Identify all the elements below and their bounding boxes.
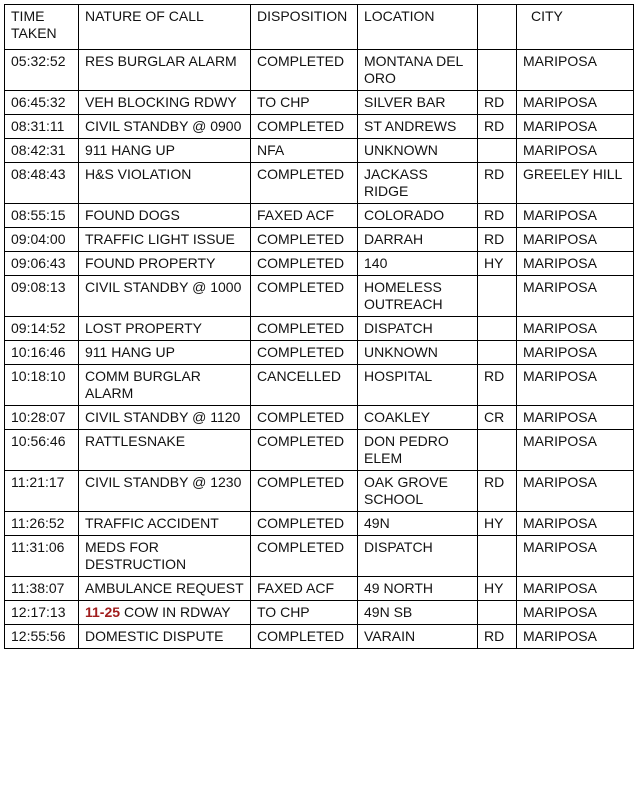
table-body [5,50,634,649]
header-street-suffix [478,5,517,50]
cell-disposition: TO CHP [251,601,358,625]
cell-time-taken: 05:32:52 [5,50,79,91]
cell-city: MARIPOSA [517,365,634,406]
cell-nature-of-call: TRAFFIC ACCIDENT [79,512,251,536]
cell-nature-of-call: MEDS FOR DESTRUCTION [79,536,251,577]
cell-time-taken: 09:06:43 [5,252,79,276]
cell-time-taken: 10:18:10 [5,365,79,406]
cell-time-taken: 12:55:56 [5,625,79,649]
table-row [5,512,634,536]
cell-location: OAK GROVE SCHOOL [358,471,478,512]
cell-city: MARIPOSA [517,50,634,91]
cell-disposition: COMPLETED [251,406,358,430]
cell-city: GREELEY HILL [517,163,634,204]
header-location: LOCATION [358,5,478,50]
cell-disposition: COMPLETED [251,430,358,471]
cell-location: COLORADO [358,204,478,228]
table-row [5,601,634,625]
cell-nature-of-call: AMBULANCE REQUEST [79,577,251,601]
cell-street-suffix: HY [478,512,517,536]
call-code-label: 11-25 [85,604,121,620]
cell-disposition: FAXED ACF [251,577,358,601]
cell-time-taken: 09:08:13 [5,276,79,317]
cell-street-suffix [478,430,517,471]
header-time-taken: TIME TAKEN [5,5,79,50]
cell-location: SILVER BAR [358,91,478,115]
table-row [5,50,634,91]
cell-nature-of-call: COMM BURGLAR ALARM [79,365,251,406]
cell-nature-of-call: CIVIL STANDBY @ 1230 [79,471,251,512]
table-row [5,536,634,577]
cell-nature-of-call: 911 HANG UP [79,139,251,163]
cell-nature-of-call: RATTLESNAKE [79,430,251,471]
header-disposition: DISPOSITION [251,5,358,50]
cell-location: HOSPITAL [358,365,478,406]
cell-disposition: COMPLETED [251,115,358,139]
cell-disposition: NFA [251,139,358,163]
table-row [5,341,634,365]
cell-time-taken: 11:26:52 [5,512,79,536]
table-row [5,252,634,276]
table-row [5,228,634,252]
cell-city: MARIPOSA [517,625,634,649]
header-row [5,5,634,50]
cell-disposition: COMPLETED [251,163,358,204]
cell-city: MARIPOSA [517,91,634,115]
cell-city: MARIPOSA [517,139,634,163]
cell-time-taken: 10:56:46 [5,430,79,471]
cell-city: MARIPOSA [517,601,634,625]
cell-street-suffix: RD [478,228,517,252]
cell-disposition: COMPLETED [251,341,358,365]
cell-nature-of-call: TRAFFIC LIGHT ISSUE [79,228,251,252]
table-row [5,163,634,204]
cell-disposition: COMPLETED [251,228,358,252]
cell-nature-of-call: H&S VIOLATION [79,163,251,204]
header-city: CITY [517,5,634,50]
cell-street-suffix: RD [478,115,517,139]
cell-disposition: COMPLETED [251,625,358,649]
cell-time-taken: 10:28:07 [5,406,79,430]
cell-city: MARIPOSA [517,276,634,317]
cell-disposition: COMPLETED [251,50,358,91]
cell-location: DARRAH [358,228,478,252]
cell-time-taken: 11:38:07 [5,577,79,601]
cell-street-suffix: RD [478,163,517,204]
cell-time-taken: 06:45:32 [5,91,79,115]
cell-location: 49 NORTH [358,577,478,601]
cell-street-suffix: RD [478,91,517,115]
table-row [5,406,634,430]
cell-city: MARIPOSA [517,406,634,430]
cell-location: DISPATCH [358,317,478,341]
table-row [5,471,634,512]
cell-disposition: COMPLETED [251,276,358,317]
cell-nature-of-call: FOUND DOGS [79,204,251,228]
nature-text: COW IN RDWAY [124,604,231,620]
cell-nature-of-call: FOUND PROPERTY [79,252,251,276]
cell-city: MARIPOSA [517,577,634,601]
cell-nature-of-call [79,601,251,625]
cell-location: 49N [358,512,478,536]
cell-city: MARIPOSA [517,341,634,365]
cell-location: UNKNOWN [358,341,478,365]
cell-nature-of-call: CIVIL STANDBY @ 1000 [79,276,251,317]
table-header [5,5,634,50]
cell-time-taken: 08:55:15 [5,204,79,228]
cell-street-suffix [478,536,517,577]
cell-disposition: FAXED ACF [251,204,358,228]
cell-street-suffix: RD [478,365,517,406]
table-row [5,430,634,471]
cell-location: VARAIN [358,625,478,649]
cell-street-suffix [478,276,517,317]
cell-location: HOMELESS OUTREACH [358,276,478,317]
cell-nature-of-call: CIVIL STANDBY @ 0900 [79,115,251,139]
table-row [5,625,634,649]
cell-street-suffix [478,317,517,341]
cell-disposition: CANCELLED [251,365,358,406]
cell-location: DISPATCH [358,536,478,577]
cell-street-suffix [478,601,517,625]
cell-street-suffix: RD [478,204,517,228]
cell-city: MARIPOSA [517,228,634,252]
cell-location: 140 [358,252,478,276]
cell-street-suffix: RD [478,471,517,512]
cell-street-suffix: HY [478,577,517,601]
cell-nature-of-call: LOST PROPERTY [79,317,251,341]
cell-location: COAKLEY [358,406,478,430]
cell-disposition: COMPLETED [251,512,358,536]
cell-city: MARIPOSA [517,317,634,341]
cell-disposition: COMPLETED [251,317,358,341]
cell-time-taken: 08:31:11 [5,115,79,139]
cell-city: MARIPOSA [517,115,634,139]
cell-nature-of-call: RES BURGLAR ALARM [79,50,251,91]
cell-street-suffix: CR [478,406,517,430]
cell-time-taken: 10:16:46 [5,341,79,365]
table-row [5,91,634,115]
table-row [5,577,634,601]
table-row [5,139,634,163]
cell-time-taken: 08:42:31 [5,139,79,163]
cell-city: MARIPOSA [517,471,634,512]
cell-location: ST ANDREWS [358,115,478,139]
cell-time-taken: 08:48:43 [5,163,79,204]
cell-street-suffix: HY [478,252,517,276]
cell-nature-of-call: CIVIL STANDBY @ 1120 [79,406,251,430]
cell-city: MARIPOSA [517,204,634,228]
table-row [5,204,634,228]
cell-city: MARIPOSA [517,252,634,276]
cell-city: MARIPOSA [517,536,634,577]
cell-disposition: COMPLETED [251,252,358,276]
cell-location: MONTANA DEL ORO [358,50,478,91]
cell-street-suffix [478,341,517,365]
table-row [5,317,634,341]
cell-nature-of-call: VEH BLOCKING RDWY [79,91,251,115]
cell-location: UNKNOWN [358,139,478,163]
table-row [5,115,634,139]
cell-location: JACKASS RIDGE [358,163,478,204]
table-row [5,276,634,317]
table-row [5,365,634,406]
call-log-table [4,4,634,649]
cell-location: DON PEDRO ELEM [358,430,478,471]
cell-city: MARIPOSA [517,430,634,471]
cell-time-taken: 11:21:17 [5,471,79,512]
cell-disposition: TO CHP [251,91,358,115]
cell-disposition: COMPLETED [251,471,358,512]
cell-street-suffix [478,50,517,91]
cell-location: 49N SB [358,601,478,625]
cell-time-taken: 09:04:00 [5,228,79,252]
header-nature-of-call: NATURE OF CALL [79,5,251,50]
cell-street-suffix: RD [478,625,517,649]
cell-street-suffix [478,139,517,163]
cell-nature-of-call: DOMESTIC DISPUTE [79,625,251,649]
cell-time-taken: 12:17:13 [5,601,79,625]
cell-time-taken: 11:31:06 [5,536,79,577]
cell-time-taken: 09:14:52 [5,317,79,341]
cell-disposition: COMPLETED [251,536,358,577]
cell-city: MARIPOSA [517,512,634,536]
cell-nature-of-call: 911 HANG UP [79,341,251,365]
